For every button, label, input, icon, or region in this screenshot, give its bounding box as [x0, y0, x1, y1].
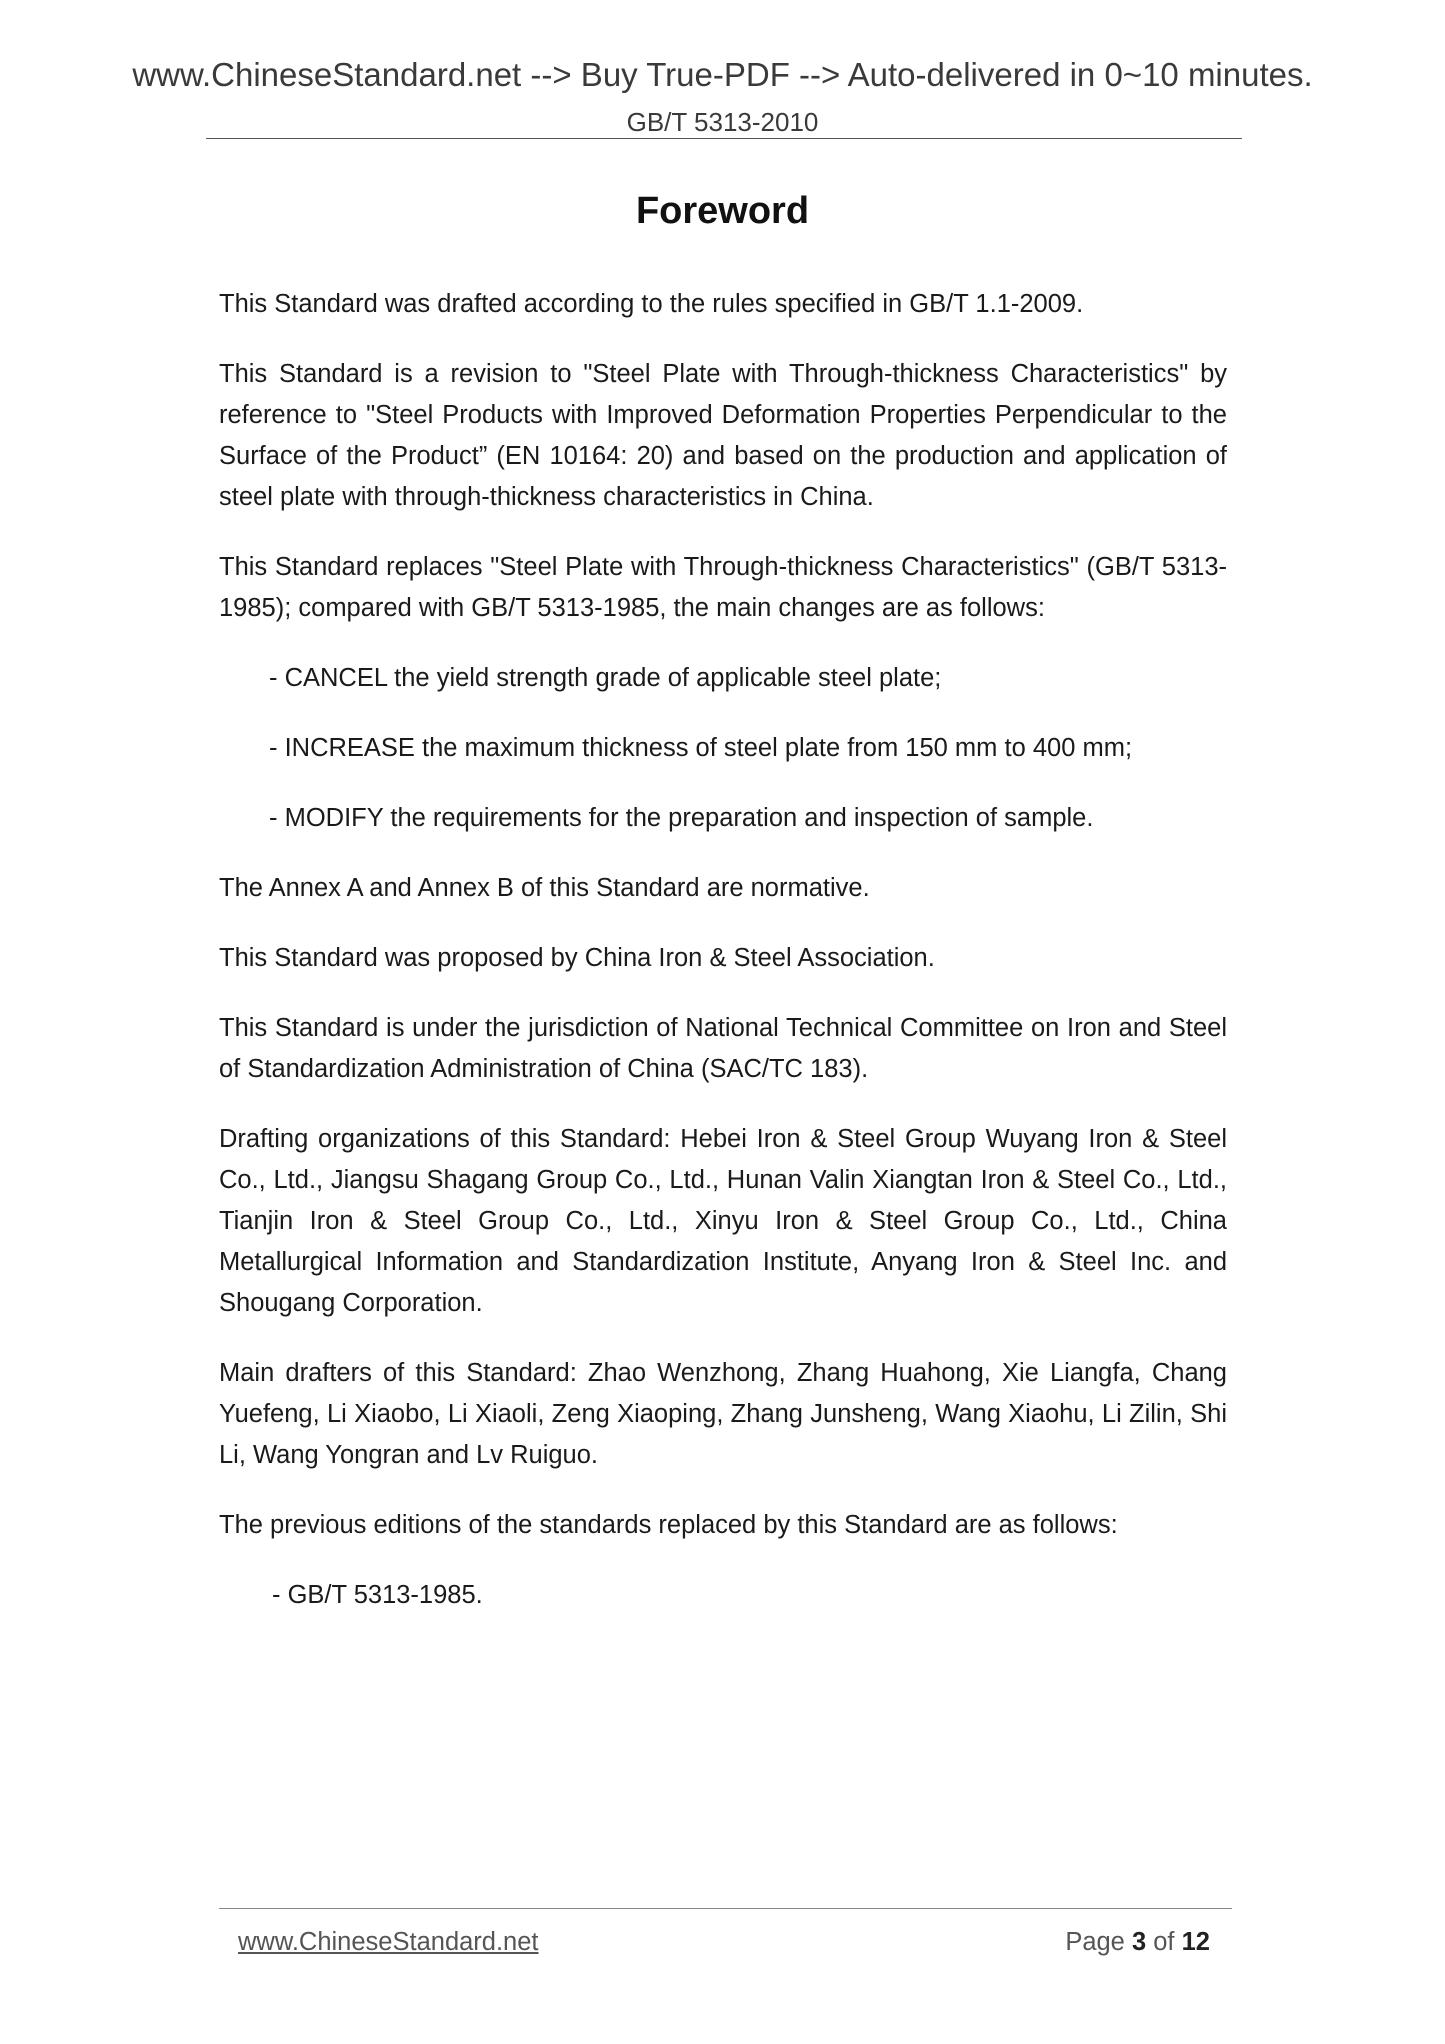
footer-website-link[interactable]: www.ChineseStandard.net — [238, 1928, 539, 1956]
foreword-body — [219, 284, 1227, 1645]
of-word: of — [1153, 1928, 1175, 1956]
paragraph-main-drafters: Main drafters of this Standard: Zhao Wenzhong, Zhang Huahong, Xie Liangfa, Chang Yuefeng, Li Xiaobo, Li Xiaoli, Zeng Xiaoping, Zhang Junsheng, Wang Xiaohu, Li Zilin, Shi Li, Wang Yongran and Lv Ruiguo. — [219, 1359, 1227, 1469]
top-banner: www.ChineseStandard.net --> Buy True-PDF --> Auto-delivered in 0~10 minutes. — [132, 56, 1313, 93]
header-divider — [206, 138, 1242, 139]
page-indicator — [1065, 1928, 1210, 1957]
paragraph-proposed-by: This Standard was proposed by China Iron & Steel Association. — [219, 944, 935, 972]
previous-edition-item: - GB/T 5313-1985. — [272, 1581, 483, 1609]
paragraph-previous-editions: The previous editions of the standards replaced by this Standard are as follows: — [219, 1511, 1118, 1539]
paragraph-drafting-rules: This Standard was drafted according to the rules specified in GB/T 1.1-2009. — [219, 290, 1084, 318]
page-title: Foreword — [635, 190, 810, 232]
paragraph-replacement: This Standard replaces "Steel Plate with Through-thickness Characteristics" (GB/T 5313-1985); compared with GB/T 5313-1985, the main changes are as follows: — [219, 553, 1227, 622]
footer-divider — [219, 1908, 1232, 1909]
change-item-cancel: - CANCEL the yield strength grade of applicable steel plate; — [269, 664, 942, 692]
document-code: GB/T 5313-2010 — [626, 107, 819, 137]
paragraph-jurisdiction: This Standard is under the jurisdiction of National Technical Committee on Iron and Steel of Standardization Administration of China (SAC/TC 183). — [219, 1014, 1227, 1083]
paragraph-revision: This Standard is a revision to "Steel Plate with Through-thickness Characteristics" by reference to "Steel Products with Improved Deformation Properties Perpendicular to the Surface of the Product” (EN 10164: 20) and based on the production and application of steel plate with through-thickness characteristics in China. — [219, 360, 1227, 511]
current-page-number: 3 — [1131, 1928, 1147, 1956]
paragraph-annexes: The Annex A and Annex B of this Standard are normative. — [219, 874, 870, 902]
change-item-modify: - MODIFY the requirements for the preparation and inspection of sample. — [269, 804, 1094, 832]
paragraph-drafting-organizations: Drafting organizations of this Standard: Hebei Iron & Steel Group Wuyang Iron & Steel Co., Ltd., Jiangsu Shagang Group Co., Ltd., Hunan Valin Xiangtan Iron & Steel Co., Ltd., Tianjin Iron & Steel Group Co., Ltd., Xinyu Iron & Steel Group Co., Ltd., China Metallurgical Information and Standardization Institute, Anyang Iron & Steel Inc. and Shougang Corporation. — [219, 1125, 1227, 1317]
page-word: Page — [1065, 1928, 1125, 1956]
total-pages-number: 12 — [1181, 1928, 1210, 1956]
change-item-increase: - INCREASE the maximum thickness of steel plate from 150 mm to 400 mm; — [269, 734, 1133, 762]
